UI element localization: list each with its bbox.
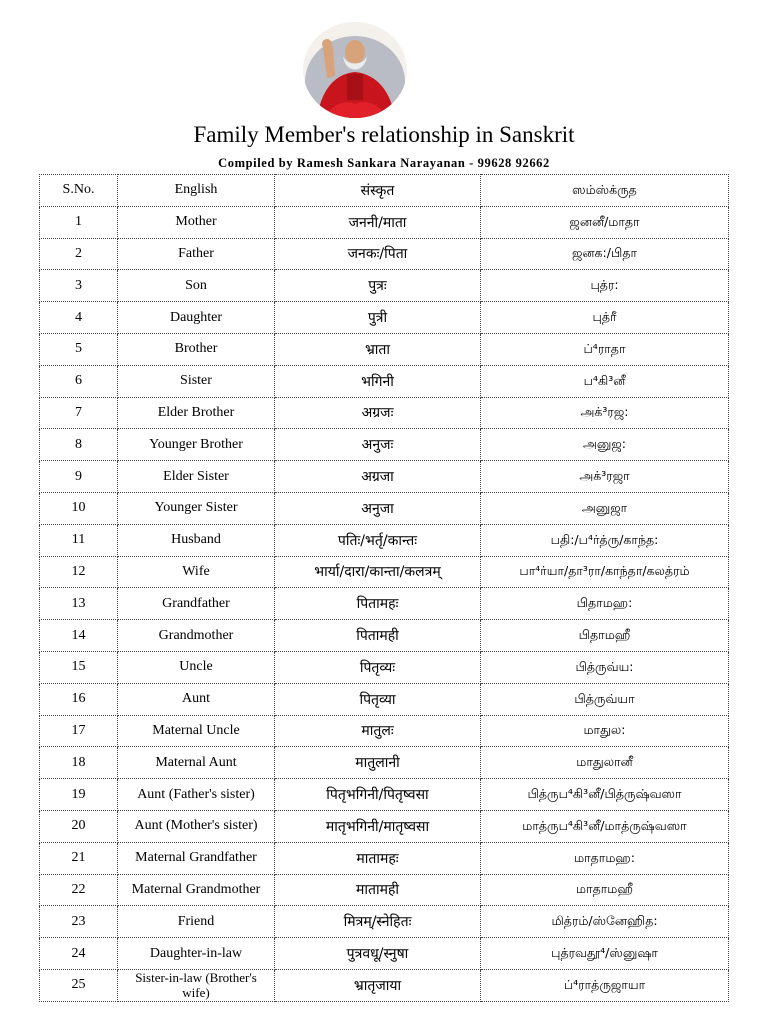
tamil-transliteration: மாதுல: [481,715,729,747]
page-title: Family Member's relationship in Sanskrit [193,122,575,147]
tamil-transliteration: பா⁴ர்யா/தா³ரா/காந்தா/கலத்ரம் [481,556,729,588]
english-term: Elder Brother [118,397,275,429]
table-row [40,842,729,874]
sanskrit-term: मातामही [275,874,481,906]
sanskrit-term: मातामहः [275,842,481,874]
table-row [40,333,729,365]
header-english: English [118,175,275,207]
table-row [40,270,729,302]
table-row [40,238,729,270]
table-row [40,779,729,811]
english-term: Younger Brother [118,429,275,461]
row-number: 13 [40,588,118,620]
english-term: Aunt [118,683,275,715]
row-number: 19 [40,779,118,811]
english-term: Uncle [118,651,275,683]
row-number: 22 [40,874,118,906]
table-row [40,365,729,397]
table-row [40,588,729,620]
header-sanskrit: संस्कृत [275,175,481,207]
tamil-transliteration: பித்ருவ்யா [481,683,729,715]
tamil-transliteration: மாதுலானீ [481,747,729,779]
table-row [40,461,729,493]
tamil-transliteration: பிதாமஹீ [481,620,729,652]
english-term: Younger Sister [118,492,275,524]
row-number: 6 [40,365,118,397]
row-number: 11 [40,524,118,556]
english-term: Aunt (Father's sister) [118,779,275,811]
row-number: 7 [40,397,118,429]
tamil-transliteration: ப்⁴ராத்ருஜாயா [481,969,729,1001]
table-row [40,747,729,779]
tamil-transliteration: பித்ருப⁴கி³னீ/பித்ருஷ்வஸா [481,779,729,811]
english-term: Maternal Uncle [118,715,275,747]
table-header-row [40,175,729,207]
row-number: 8 [40,429,118,461]
row-number: 17 [40,715,118,747]
row-number: 10 [40,492,118,524]
row-number: 15 [40,651,118,683]
table-row [40,620,729,652]
english-term: Sister [118,365,275,397]
sanskrit-term: पितृव्या [275,683,481,715]
tamil-transliteration: மாதாமஹ: [481,842,729,874]
tamil-transliteration: புத்ர: [481,270,729,302]
row-number: 25 [40,969,118,1001]
english-term: Brother [118,333,275,365]
table-row [40,906,729,938]
sanskrit-term: भगिनी [275,365,481,397]
row-number: 18 [40,747,118,779]
tamil-transliteration: அனுஜா [481,492,729,524]
english-term: Grandmother [118,620,275,652]
header-tamil: ஸம்ஸ்க்ருத [481,175,729,207]
sanskrit-term: भ्रातृजाया [275,969,481,1001]
sanskrit-term: पितामही [275,620,481,652]
sanskrit-term: अनुजा [275,492,481,524]
english-term: Aunt (Mother's sister) [118,810,275,842]
table-row [40,810,729,842]
english-term: Father [118,238,275,270]
table-row [40,969,729,1001]
sanskrit-term: पुत्रः [275,270,481,302]
row-number: 24 [40,938,118,970]
sanskrit-term: अग्रजा [275,461,481,493]
table-row [40,492,729,524]
english-term: Wife [118,556,275,588]
table-row [40,206,729,238]
english-term: Maternal Grandfather [118,842,275,874]
sanskrit-term: पुत्री [275,302,481,334]
row-number: 3 [40,270,118,302]
sanskrit-term: पितामहः [275,588,481,620]
english-term: Daughter [118,302,275,334]
row-number: 2 [40,238,118,270]
tamil-transliteration: மாத்ருப⁴கி³னீ/மாத்ருஷ்வஸா [481,810,729,842]
tamil-transliteration: அக்³ரஜ: [481,397,729,429]
english-term: Sister-in-law (Brother's wife) [118,969,275,1001]
table-row [40,715,729,747]
tamil-transliteration: பித்ருவ்ய: [481,651,729,683]
tamil-transliteration: அக்³ரஜா [481,461,729,493]
table-row [40,556,729,588]
table-row [40,874,729,906]
sanskrit-term: मातुलानी [275,747,481,779]
guru-portrait [303,22,407,118]
sanskrit-term: मातृभगिनी/मातृष्वसा [275,810,481,842]
table-row [40,302,729,334]
sanskrit-term: जनकः/पिता [275,238,481,270]
tamil-transliteration: ஜனனீ/மாதா [481,206,729,238]
tamil-transliteration: மித்ரம்/ஸ்னேஹித: [481,906,729,938]
tamil-transliteration: புத்ரீ [481,302,729,334]
sanskrit-term: मित्रम्/स्नेहितः [275,906,481,938]
table-body [40,206,729,1001]
row-number: 9 [40,461,118,493]
table-row [40,938,729,970]
sanskrit-term: अग्रजः [275,397,481,429]
sanskrit-term: भार्या/दारा/कान्ता/कलत्रम् [275,556,481,588]
english-term: Mother [118,206,275,238]
english-term: Grandfather [118,588,275,620]
row-number: 16 [40,683,118,715]
sanskrit-term: भ्राता [275,333,481,365]
tamil-transliteration: பதி:/ப⁴ர்த்ரு/காந்த: [481,524,729,556]
tamil-transliteration: மாதாமஹீ [481,874,729,906]
row-number: 4 [40,302,118,334]
header-sno: S.No. [40,175,118,207]
table-row [40,524,729,556]
sanskrit-term: अनुजः [275,429,481,461]
sanskrit-term: जननी/माता [275,206,481,238]
row-number: 12 [40,556,118,588]
english-term: Husband [118,524,275,556]
row-number: 1 [40,206,118,238]
row-number: 23 [40,906,118,938]
tamil-transliteration: ஜனக:/பிதா [481,238,729,270]
english-term: Daughter-in-law [118,938,275,970]
sanskrit-term: मातुलः [275,715,481,747]
table-row [40,651,729,683]
english-term: Friend [118,906,275,938]
tamil-transliteration: ப்⁴ராதா [481,333,729,365]
sanskrit-term: पतिः/भर्तृ/कान्तः [275,524,481,556]
tamil-transliteration: புத்ரவதூ⁴/ஸ்னுஷா [481,938,729,970]
sanskrit-term: पितृव्यः [275,651,481,683]
row-number: 14 [40,620,118,652]
english-term: Maternal Grandmother [118,874,275,906]
row-number: 21 [40,842,118,874]
english-term: Son [118,270,275,302]
row-number: 20 [40,810,118,842]
table-row [40,683,729,715]
compiler-credit: Compiled by Ramesh Sankara Narayanan - 99628 92662 [218,156,550,170]
tamil-transliteration: ப⁴கி³னீ [481,365,729,397]
sanskrit-term: पुत्रवधू/स्नुषा [275,938,481,970]
english-term: Elder Sister [118,461,275,493]
sanskrit-term: पितृभगिनी/पितृष्वसा [275,779,481,811]
english-term: Maternal Aunt [118,747,275,779]
table-row [40,397,729,429]
row-number: 5 [40,333,118,365]
tamil-transliteration: பிதாமஹ: [481,588,729,620]
table-row [40,429,729,461]
tamil-transliteration: அனுஜ: [481,429,729,461]
relationship-table [39,174,729,1002]
